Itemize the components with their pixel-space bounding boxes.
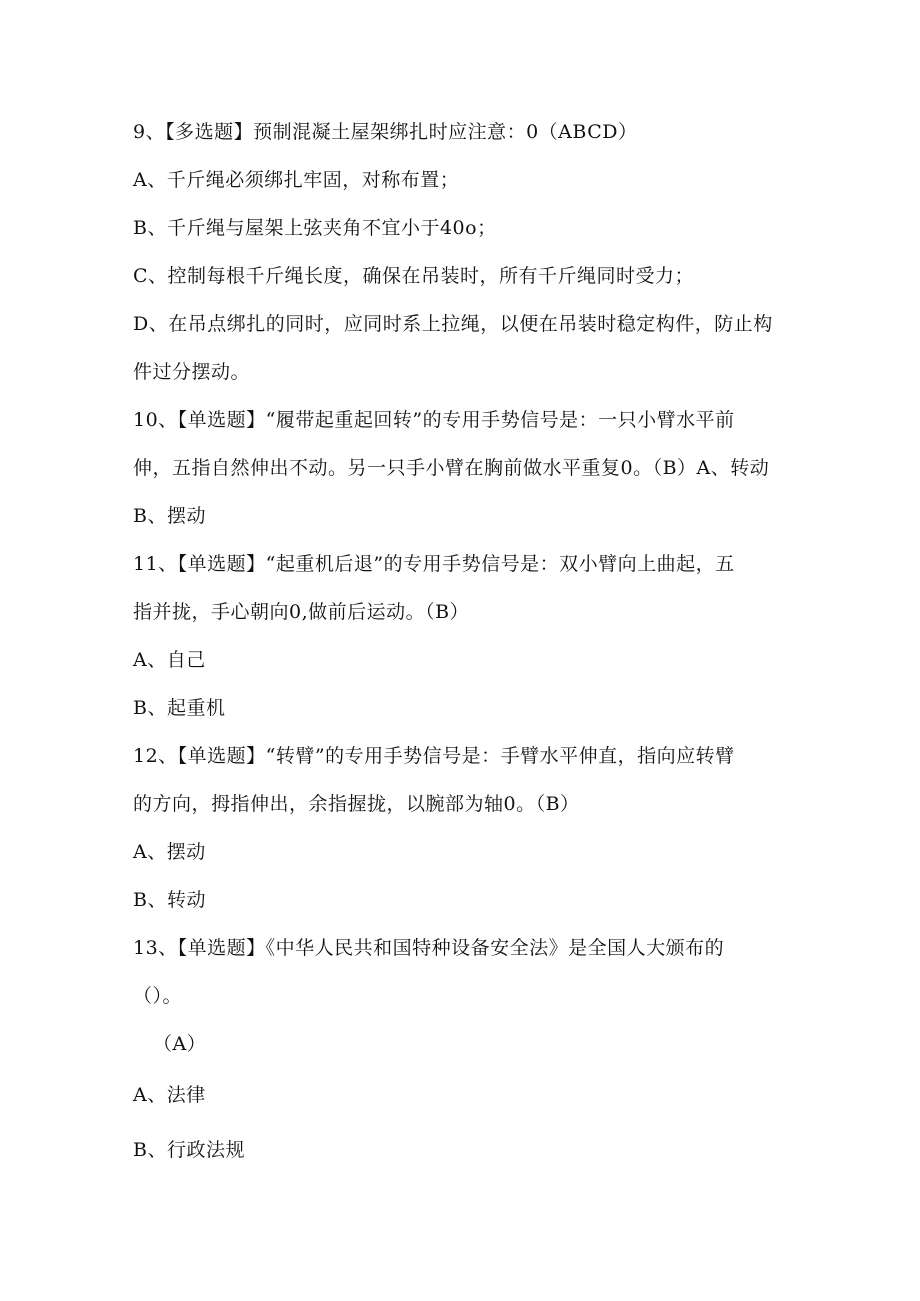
question-9-option-c: C、控制每根千斤绳长度，确保在吊装时，所有千斤绳同时受力；	[133, 265, 695, 287]
question-13-title-line-1: 13、【单选题】《中华人民共和国特种设备安全法》是全国人大颁布的	[133, 937, 725, 959]
question-9-option-b: B、千斤绳与屋架上弦夹角不宜小于40o；	[133, 217, 497, 239]
question-10-option-b: B、摆动	[133, 505, 206, 527]
question-11-title-line-1: 11、【单选题】“起重机后退”的专用手势信号是：双小臂向上曲起，五	[133, 553, 735, 575]
question-11-option-b: B、起重机	[133, 697, 226, 719]
question-12-option-b: B、转动	[133, 889, 206, 911]
question-11-option-a: A、自己	[133, 649, 206, 671]
question-12-title-line-1: 12、【单选题】“转臂”的专用手势信号是：手臂水平伸直，指向应转臂	[133, 745, 735, 767]
question-13-title-line-2: （）。	[133, 985, 183, 1007]
question-9-option-a: A、千斤绳必须绑扎牢固，对称布置；	[133, 169, 460, 191]
question-13-answer: （A）	[153, 1033, 207, 1055]
question-9-title: 9、【多选题】预制混凝土屋架绑扎时应注意：0（ABCD）	[133, 121, 638, 143]
question-10-title-line-1: 10、【单选题】“履带起重起回转”的专用手势信号是：一只小臂水平前	[133, 409, 735, 431]
question-9-option-d-line-1: D、在吊点绑扎的同时，应同时系上拉绳，以便在吊装时稳定构件，防止构	[133, 313, 773, 335]
question-13-option-a: A、法律	[133, 1084, 206, 1106]
question-11-title-line-2: 指并拢，手心朝向0,做前后运动。（B）	[133, 601, 470, 623]
question-13-option-b: B、行政法规	[133, 1139, 245, 1161]
question-9-option-d-line-2: 件过分摆动。	[133, 361, 251, 383]
question-12-option-a: A、摆动	[133, 841, 206, 863]
question-12-title-line-2: 的方向，拇指伸出，余指握拢，以腕部为轴0。（B）	[133, 793, 580, 815]
question-10-title-line-2: 伸，五指自然伸出不动。另一只手小臂在胸前做水平重复0。（B）A、转动	[133, 457, 770, 479]
